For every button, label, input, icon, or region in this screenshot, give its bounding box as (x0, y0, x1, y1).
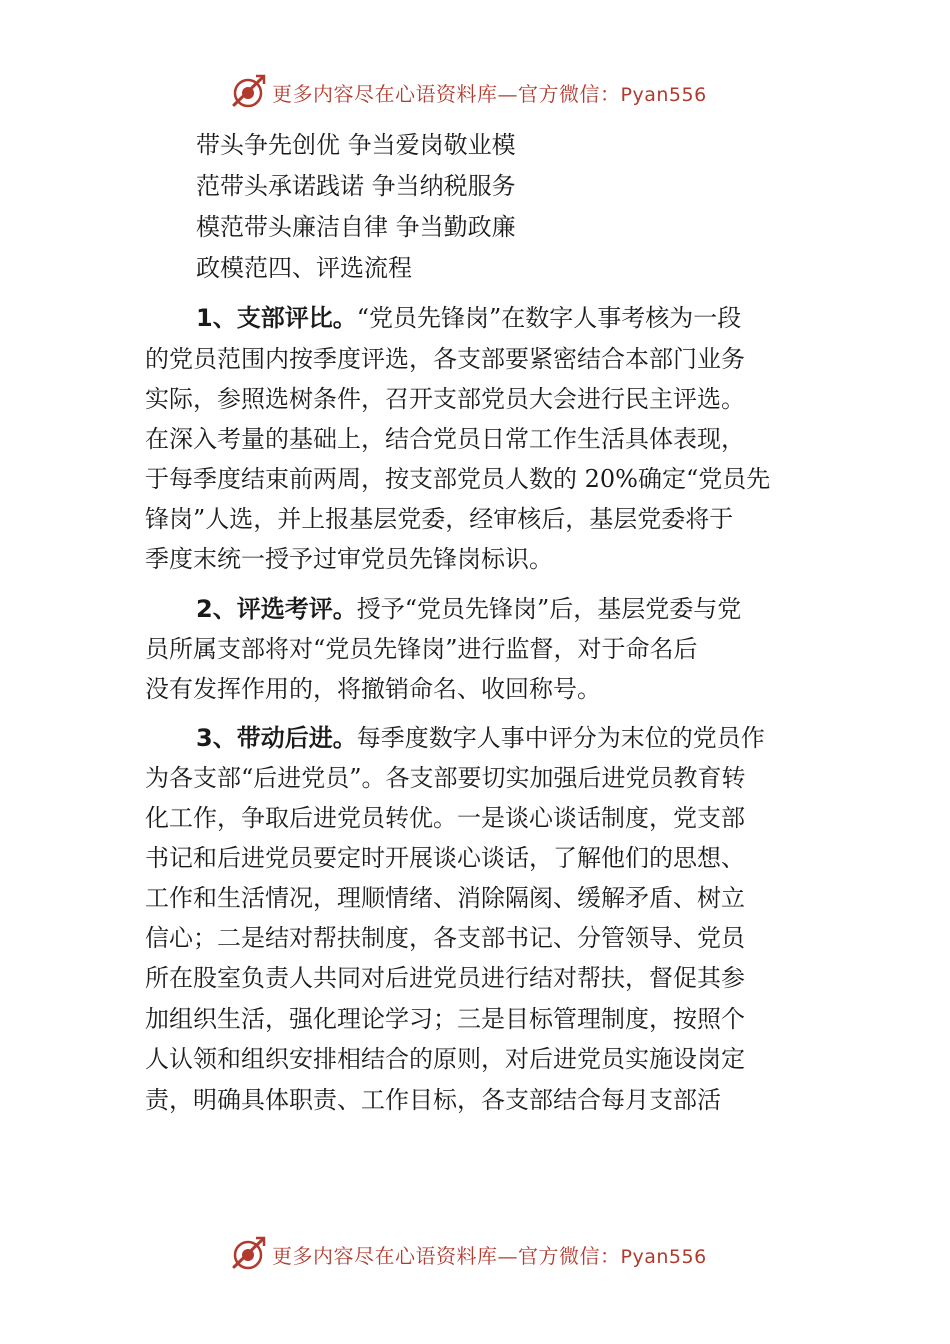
section1-line: 在深入考量的基础上，结合党员日常工作生活具体表现， (145, 425, 745, 453)
section1-line: 于每季度结束前两周，按支部党员人数的 20%确定“党员先 (145, 465, 771, 493)
section3-line: 加组织生活，强化理论学习；三是目标管理制度，按照个 (145, 1005, 745, 1033)
section2-first-line (196, 589, 741, 629)
intro-line-4: 政模范四、评选流程 (196, 254, 412, 282)
banner-wechat-id: Pyan556 (620, 1245, 707, 1268)
section1-line: 的党员范围内按季度评选，各支部要紧密结合本部门业务 (145, 345, 745, 373)
banner-text: 更多内容尽在心语资料库—官方微信：Pyan556 (272, 1243, 707, 1268)
section2-text: 授予“党员先锋岗”后，基层党委与党 (356, 595, 742, 623)
header-banner (228, 72, 748, 112)
banner-wechat-id: Pyan556 (620, 83, 707, 106)
section3-line: 责，明确具体职责、工作目标，各支部结合每月支部活 (145, 1086, 721, 1114)
intro-line-2: 范带头承诺践诺 争当纳税服务 (196, 172, 516, 200)
section3-line: 工作和生活情况，理顺情绪、消除隔阂、缓解矛盾、树立 (145, 884, 745, 912)
intro-line-1: 带头争先创优 争当爱岗敬业模 (196, 131, 516, 159)
logo-icon (228, 72, 268, 112)
section1-first-line (196, 298, 741, 338)
section1-line: 实际，参照选树条件，召开支部党员大会进行民主评选。 (145, 385, 745, 413)
section3-text: 每季度数字人事中评分为末位的党员作 (356, 724, 765, 752)
section1-text: “党员先锋岗”在数字人事考核为一段 (356, 304, 742, 332)
intro-line-3: 模范带头廉洁自律 争当勤政廉 (196, 213, 516, 241)
section3-line: 信心；二是结对帮扶制度，各支部书记、分管领导、党员 (145, 924, 745, 952)
section3-line: 为各支部“后进党员”。各支部要切实加强后进党员教育转 (145, 764, 746, 792)
section2-heading: 2、评选考评。 (196, 595, 357, 623)
section1-line: 锋岗”人选，并上报基层党委，经审核后，基层党委将于 (145, 505, 734, 533)
section3-line: 所在股室负责人共同对后进党员进行结对帮扶，督促其参 (145, 964, 745, 992)
section1-line: 季度末统一授予过审党员先锋岗标识。 (145, 545, 553, 573)
logo-icon (228, 1234, 268, 1274)
section3-line: 书记和后进党员要定时开展谈心谈话，了解他们的思想、 (145, 844, 745, 872)
section3-first-line (196, 718, 765, 758)
section3-line: 人认领和组织安排相结合的原则，对后进党员实施设岗定 (145, 1045, 745, 1073)
section3-line: 化工作，争取后进党员转优。一是谈心谈话制度，党支部 (145, 804, 745, 832)
section2-line: 员所属支部将对“党员先锋岗”进行监督，对于命名后 (145, 635, 698, 663)
footer-banner (228, 1234, 748, 1274)
section3-heading: 3、带动后进。 (196, 724, 357, 752)
banner-text: 更多内容尽在心语资料库—官方微信：Pyan556 (272, 81, 707, 106)
section2-line: 没有发挥作用的，将撤销命名、收回称号。 (145, 675, 601, 703)
section1-heading: 1、支部评比。 (196, 304, 357, 332)
